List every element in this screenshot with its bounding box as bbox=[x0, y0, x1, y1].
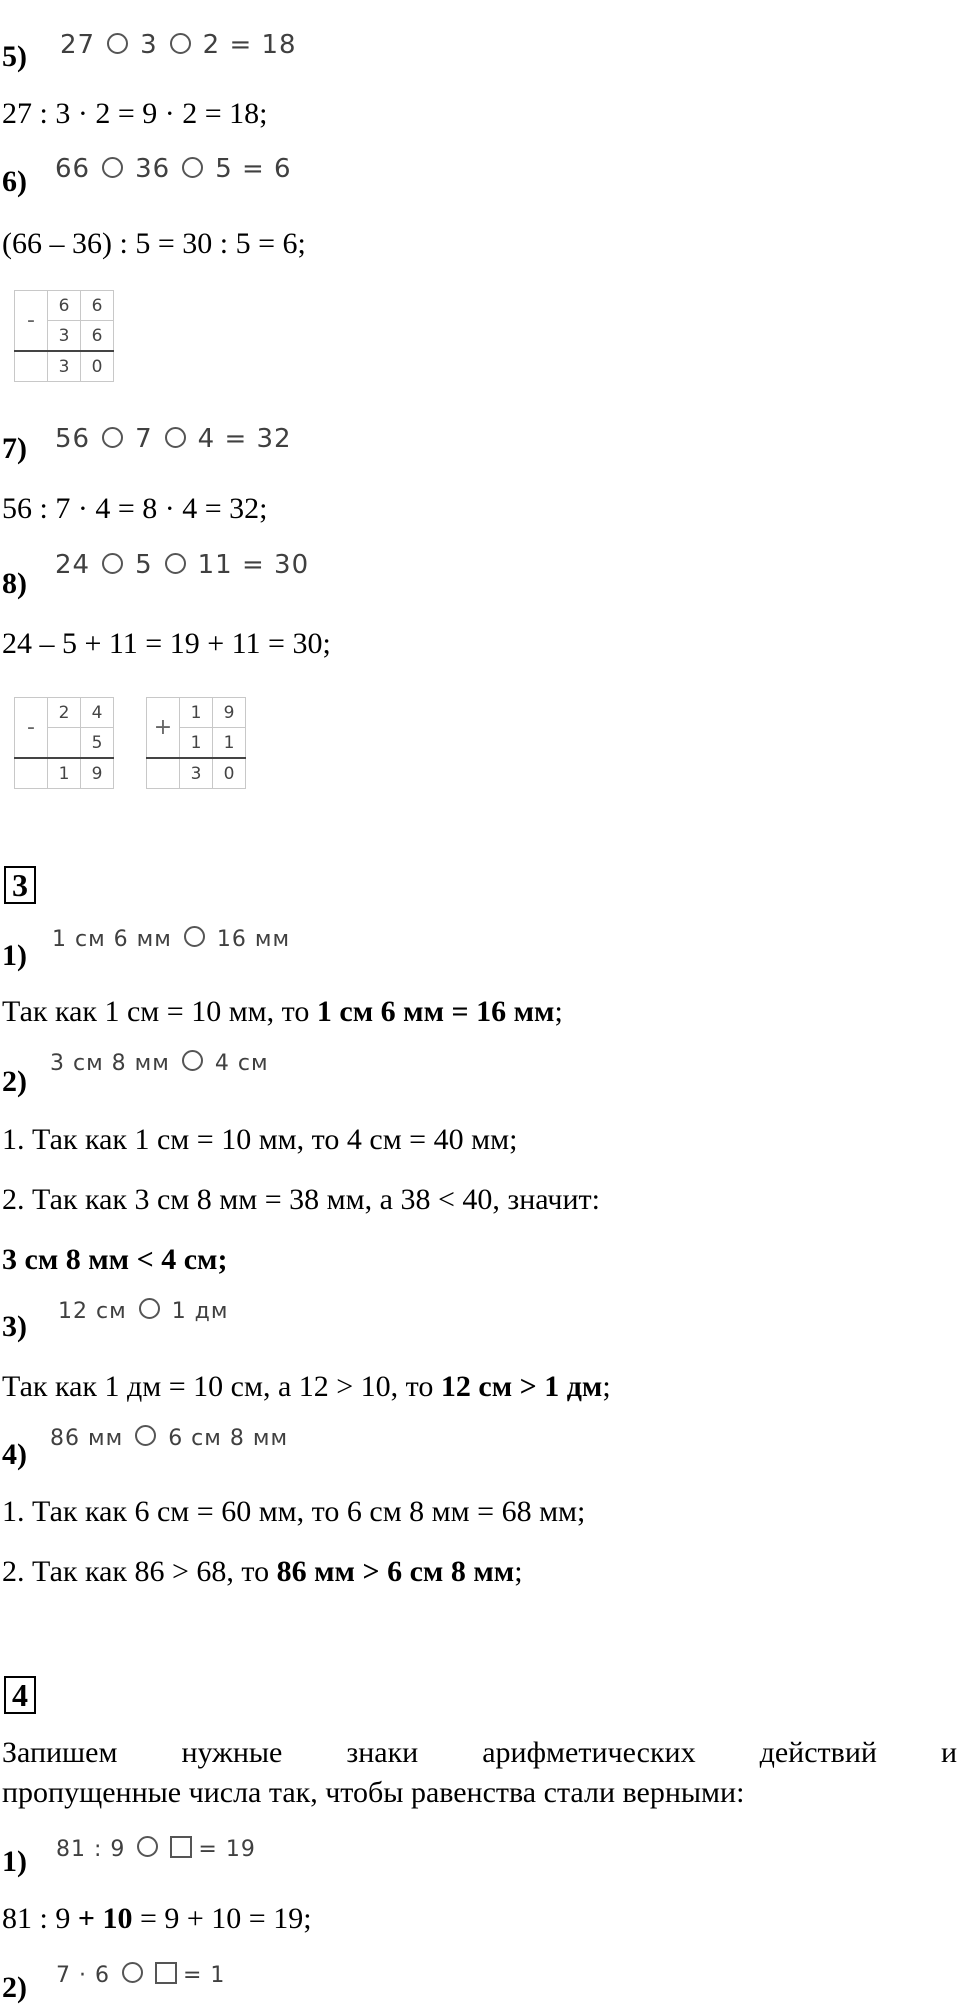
solution-line: 24 – 5 + 11 = 19 + 11 = 30; bbox=[2, 627, 331, 660]
solution-end: ; bbox=[554, 995, 563, 1028]
operation-sign: + bbox=[147, 698, 180, 759]
task-value: 1 см 6 мм bbox=[52, 927, 172, 952]
task-value: 3 bbox=[140, 30, 158, 60]
item-label: 1) bbox=[2, 1845, 27, 1878]
task-value: 4 см bbox=[214, 1051, 269, 1076]
task-value: 36 bbox=[135, 154, 171, 184]
circle-icon bbox=[102, 553, 123, 574]
solution-line bbox=[2, 995, 563, 1029]
task-value: 5 = 6 bbox=[215, 154, 292, 184]
solution-text: 81 : 9 bbox=[2, 1902, 78, 1935]
circle-icon bbox=[137, 1836, 158, 1857]
circle-icon bbox=[165, 553, 186, 574]
column-calculation bbox=[146, 697, 246, 789]
exercise-number: 4 bbox=[4, 1676, 36, 1714]
circle-icon bbox=[102, 157, 123, 178]
task-value: 6 см 8 мм bbox=[168, 1426, 289, 1451]
task-image bbox=[58, 1298, 229, 1324]
solution-line bbox=[2, 1902, 312, 1936]
task-value: 81 : 9 bbox=[56, 1837, 126, 1862]
digit: 3 bbox=[180, 758, 213, 789]
answer: 12 см > 1 дм bbox=[440, 1370, 603, 1403]
operation-sign: - bbox=[15, 291, 48, 352]
task-image bbox=[52, 926, 290, 952]
column-calculation bbox=[14, 697, 114, 789]
digit bbox=[15, 351, 48, 382]
solution-line: (66 – 36) : 5 = 30 : 5 = 6; bbox=[2, 227, 306, 260]
solution-text: = 9 + 10 = 19; bbox=[132, 1902, 312, 1935]
item-label: 7) bbox=[2, 432, 27, 465]
digit: 9 bbox=[81, 758, 114, 789]
task-value: 4 = 32 bbox=[197, 424, 292, 454]
circle-icon bbox=[184, 926, 205, 947]
task-image bbox=[56, 1836, 256, 1862]
item-label: 4) bbox=[2, 1438, 27, 1471]
solution-end: ; bbox=[514, 1555, 523, 1588]
digit: 0 bbox=[213, 758, 246, 789]
item-label: 5) bbox=[2, 40, 27, 73]
item-label: 3) bbox=[2, 1310, 27, 1343]
item-label: 8) bbox=[2, 567, 27, 600]
circle-icon bbox=[139, 1298, 160, 1319]
circle-icon bbox=[165, 427, 186, 448]
operation-sign: - bbox=[15, 698, 48, 759]
circle-icon bbox=[107, 33, 128, 54]
item-label: 1) bbox=[2, 939, 27, 972]
task-value: 1 дм bbox=[171, 1299, 229, 1324]
solution-line: 1. Так как 6 см = 60 мм, то 6 см 8 мм = 68 мм; bbox=[2, 1495, 586, 1528]
circle-icon bbox=[102, 427, 123, 448]
digit: 6 bbox=[48, 291, 81, 321]
task-value: 5 bbox=[135, 550, 153, 580]
task-value: 7 bbox=[135, 424, 153, 454]
answer: + 10 bbox=[77, 1902, 133, 1935]
task-value: 27 bbox=[60, 30, 96, 60]
intro-line: пропущенные числа так, чтобы равенства стали верными: bbox=[2, 1776, 745, 1809]
solution-line: 27 : 3 · 2 = 9 · 2 = 18; bbox=[2, 97, 268, 130]
task-image bbox=[50, 1050, 269, 1076]
digit: 5 bbox=[81, 728, 114, 759]
task-value: 24 bbox=[55, 550, 91, 580]
solution-line: 1. Так как 1 см = 10 мм, то 4 см = 40 мм; bbox=[2, 1123, 518, 1156]
circle-icon bbox=[122, 1962, 143, 1983]
task-value: 86 мм bbox=[50, 1426, 124, 1451]
item-label: 6) bbox=[2, 165, 27, 198]
square-icon bbox=[170, 1836, 192, 1858]
digit: 9 bbox=[213, 698, 246, 728]
solution-text: Так как 1 дм = 10 см, а 12 > 10, то bbox=[2, 1370, 441, 1403]
digit: 1 bbox=[213, 728, 246, 759]
solution-end: ; bbox=[602, 1370, 611, 1403]
solution-line: 56 : 7 · 4 = 8 · 4 = 32; bbox=[2, 492, 268, 525]
task-value: 7 · 6 bbox=[56, 1963, 110, 1988]
digit: 1 bbox=[48, 758, 81, 789]
solution-text: Так как 1 см = 10 мм, то bbox=[2, 995, 317, 1028]
solution-text: 2. Так как 86 > 68, то bbox=[2, 1555, 277, 1588]
task-image bbox=[55, 154, 292, 184]
solution-line: 2. Так как 3 см 8 мм = 38 мм, а 38 < 40, значит: bbox=[2, 1183, 600, 1216]
circle-icon bbox=[170, 33, 191, 54]
solution-line bbox=[2, 1370, 611, 1404]
task-image bbox=[55, 424, 292, 454]
digit: 1 bbox=[180, 728, 213, 759]
exercise-number: 3 bbox=[4, 866, 36, 904]
task-value: 66 bbox=[55, 154, 91, 184]
circle-icon bbox=[182, 157, 203, 178]
digit: 6 bbox=[81, 321, 114, 352]
task-value: 12 см bbox=[58, 1299, 127, 1324]
task-value: 16 мм bbox=[216, 927, 291, 952]
answer: 1 см 6 мм = 16 мм bbox=[316, 995, 555, 1028]
digit: 3 bbox=[48, 321, 81, 352]
item-label: 2) bbox=[2, 1065, 27, 1098]
item-label: 2) bbox=[2, 1971, 27, 2004]
digit bbox=[15, 758, 48, 789]
task-value: 56 bbox=[55, 424, 91, 454]
digit: 4 bbox=[81, 698, 114, 728]
digit bbox=[147, 758, 180, 789]
intro-line: Запишем нужные знаки арифметических действий и bbox=[2, 1736, 957, 1769]
circle-icon bbox=[135, 1425, 156, 1446]
task-value: 11 = 30 bbox=[197, 550, 310, 580]
digit: 2 bbox=[48, 698, 81, 728]
task-image bbox=[56, 1962, 225, 1988]
task-value: 3 см 8 мм bbox=[50, 1051, 170, 1076]
task-value: = 19 bbox=[198, 1837, 256, 1862]
task-image bbox=[60, 30, 297, 60]
square-icon bbox=[155, 1962, 177, 1984]
circle-icon bbox=[182, 1050, 203, 1071]
digit: 1 bbox=[180, 698, 213, 728]
digit: 3 bbox=[48, 351, 81, 382]
task-value: = 1 bbox=[182, 1963, 226, 1988]
answer: 3 см 8 мм < 4 см; bbox=[2, 1243, 228, 1276]
digit bbox=[48, 728, 81, 759]
column-calculation bbox=[14, 290, 114, 382]
task-value: 2 = 18 bbox=[202, 30, 297, 60]
digit: 6 bbox=[81, 291, 114, 321]
task-image bbox=[55, 550, 309, 580]
answer: 86 мм > 6 см 8 мм bbox=[276, 1555, 515, 1588]
digit: 0 bbox=[81, 351, 114, 382]
task-image bbox=[50, 1425, 288, 1451]
solution-line bbox=[2, 1555, 523, 1589]
